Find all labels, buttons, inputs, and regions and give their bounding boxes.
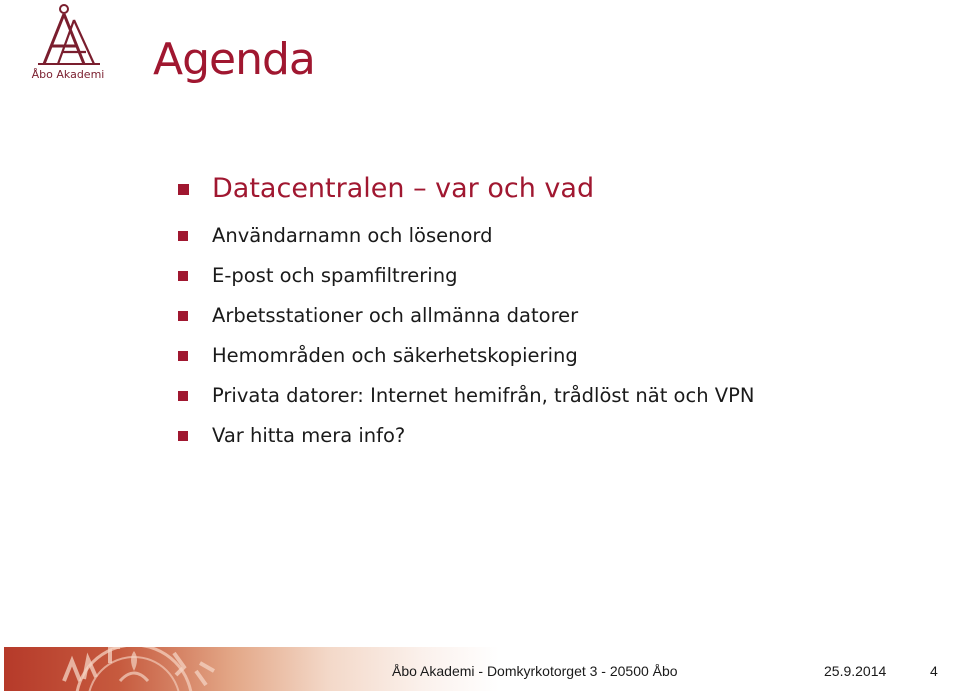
bullet-square-icon [178, 431, 188, 441]
page-title: Agenda [153, 34, 315, 85]
list-item-label: Hemområden och säkerhetskopiering [212, 344, 578, 367]
list-item [178, 168, 754, 216]
page-number: 4 [930, 663, 938, 679]
agenda-list [178, 168, 754, 456]
bullet-square-icon [178, 311, 188, 321]
bullet-square-icon [178, 391, 188, 401]
list-item [178, 216, 754, 256]
footer-bar [4, 647, 956, 691]
list-item [178, 416, 754, 456]
list-item [178, 296, 754, 336]
footer-date: 25.9.2014 [824, 663, 887, 679]
university-seal-icon [24, 647, 244, 691]
list-item [178, 376, 754, 416]
bullet-square-icon [178, 271, 188, 281]
list-item-label: Användarnamn och lösenord [212, 224, 493, 247]
bullet-square-icon [178, 351, 188, 361]
logo-text: Åbo Akademi [31, 68, 105, 81]
bullet-square-icon [178, 231, 188, 241]
list-item-label: E-post och spamfiltrering [212, 264, 458, 287]
abo-akademi-logo [22, 2, 114, 84]
list-item-label: Arbetsstationer och allmänna datorer [212, 304, 579, 327]
footer-address: Åbo Akademi - Domkyrkotorget 3 - 20500 Åbo [392, 663, 678, 679]
list-item [178, 256, 754, 296]
list-item-label: Privata datorer: Internet hemifrån, trådlöst nät och VPN [212, 384, 755, 407]
logo-emblem-icon [22, 2, 114, 72]
list-item-label: Datacentralen – var och vad [212, 173, 595, 204]
list-item [178, 336, 754, 376]
list-item-label: Var hitta mera info? [212, 424, 406, 447]
bullet-square-icon [178, 184, 189, 195]
